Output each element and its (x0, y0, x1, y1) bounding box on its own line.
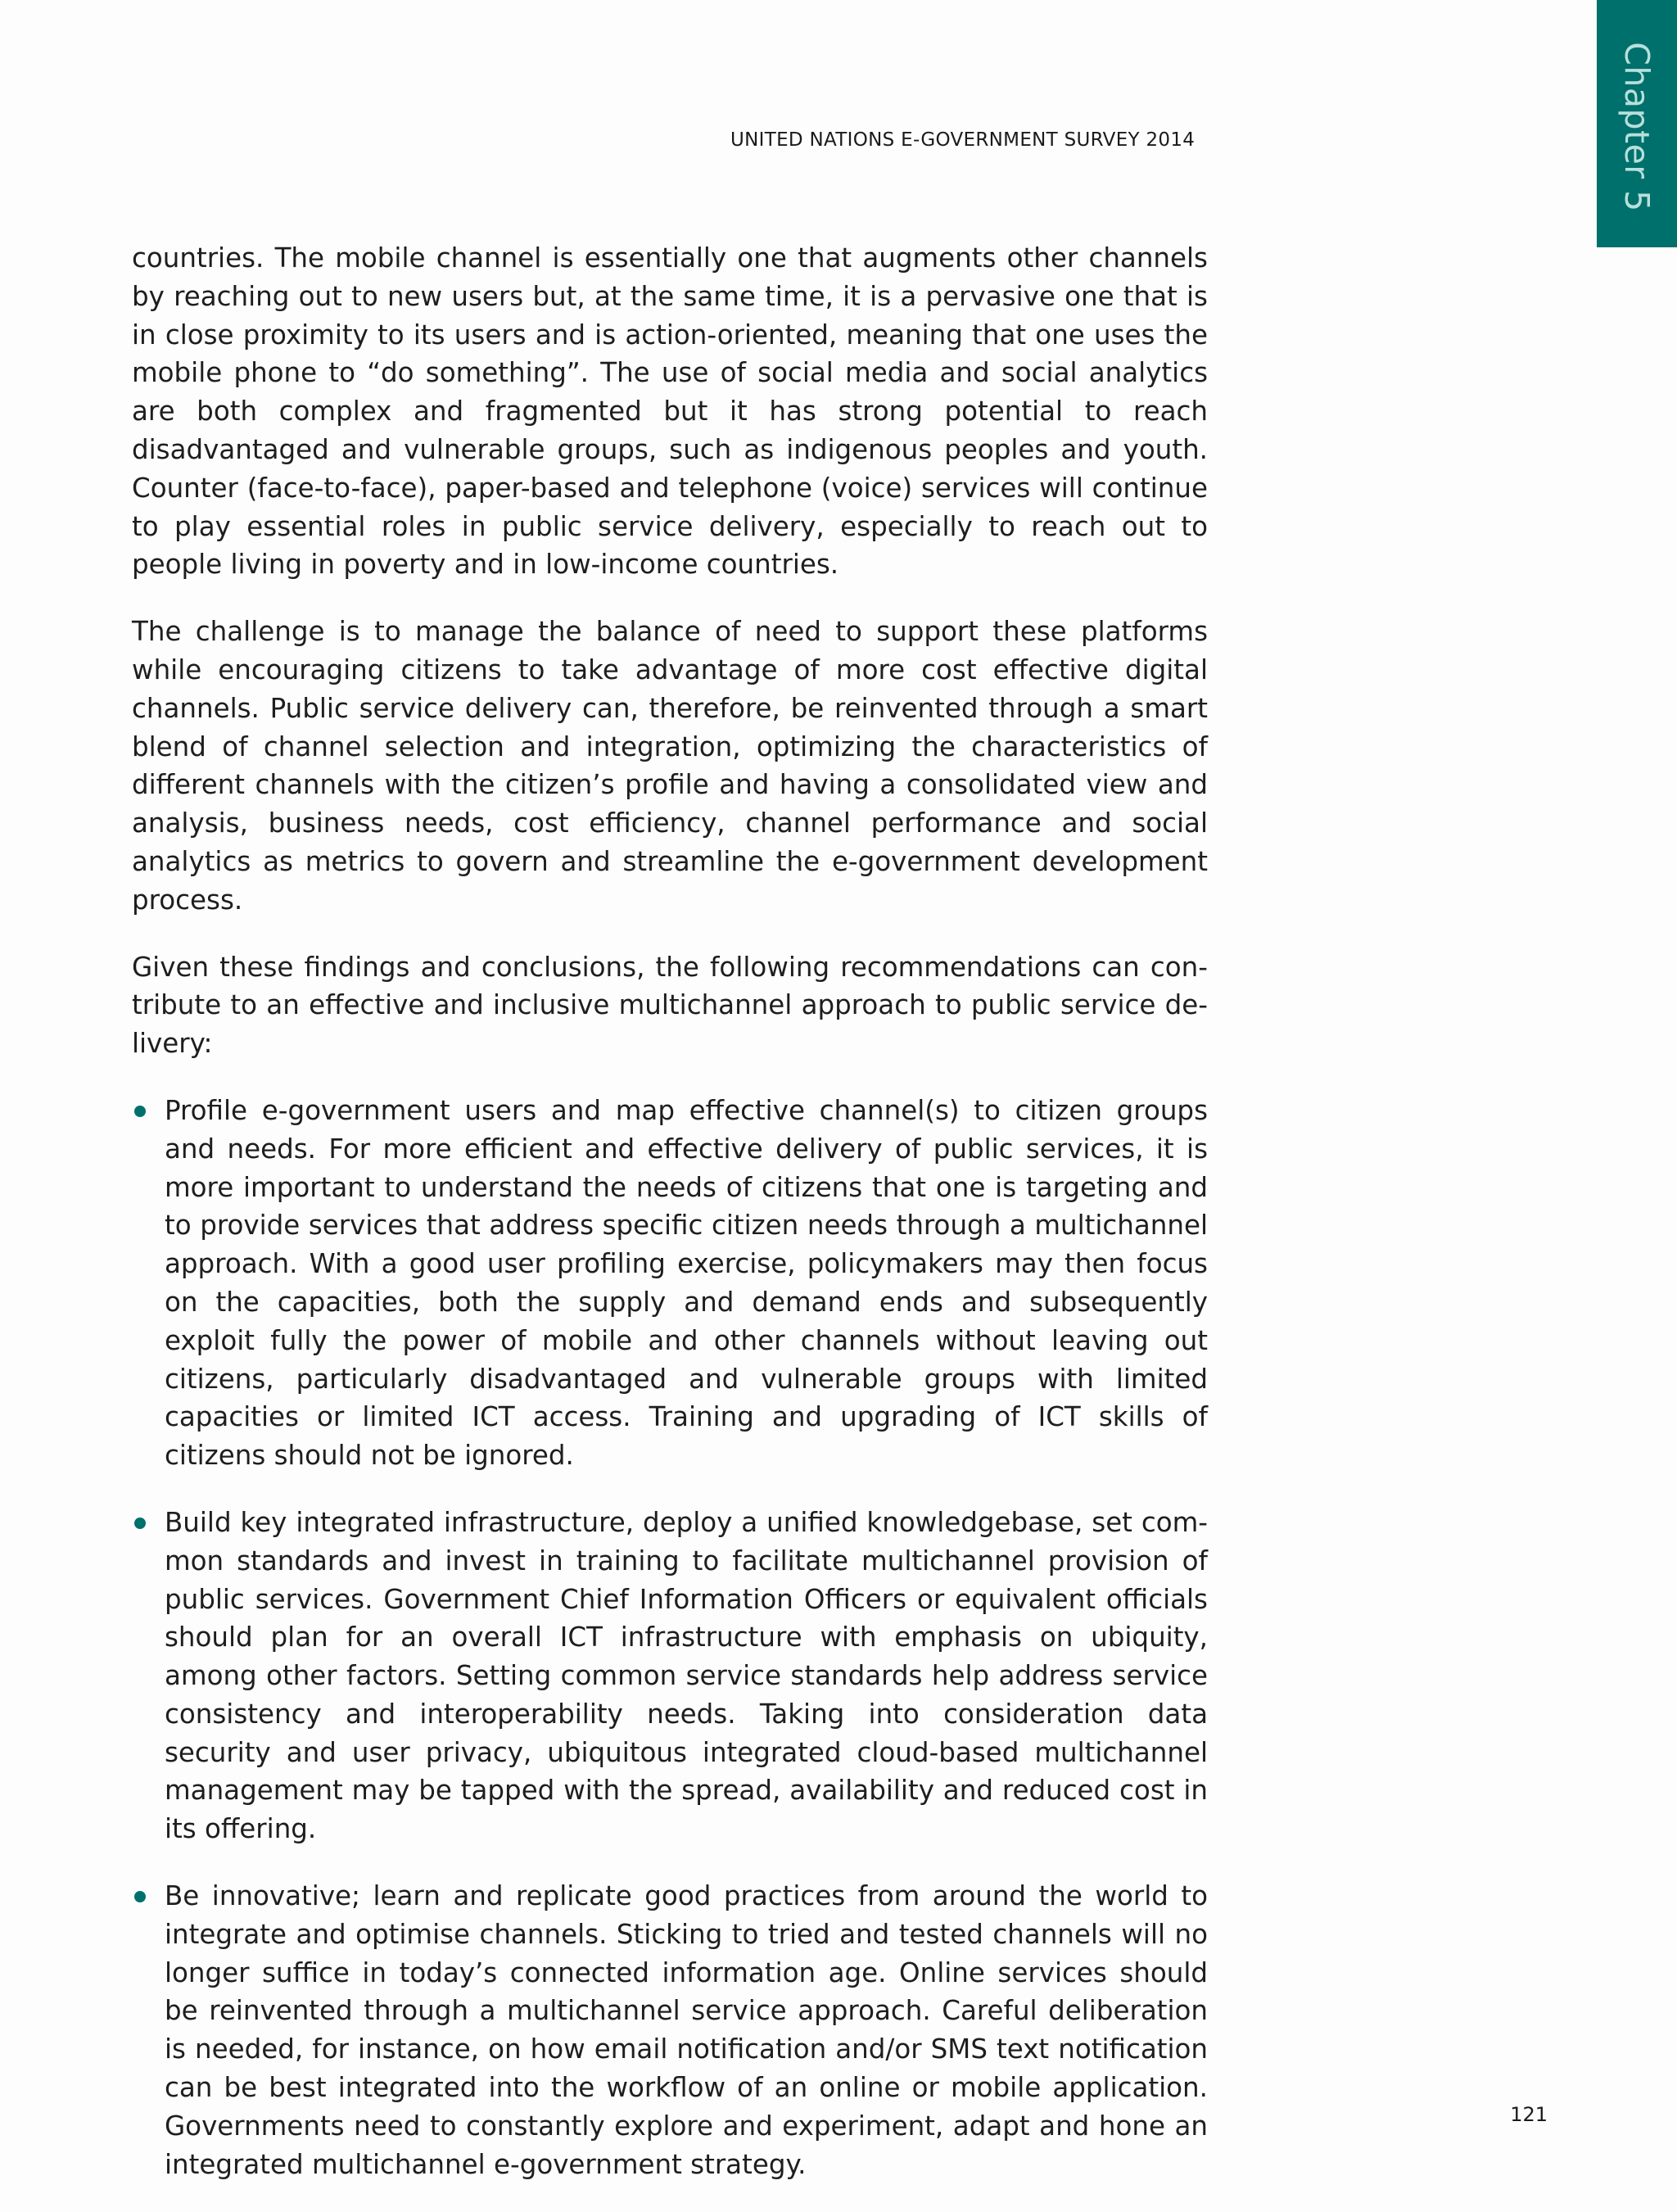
list-item-text: Build key integrated infrastructure, deploy a unified knowledgebase, set common standards and invest in training to facilitate multichannel provision of public services. Government Chief Information Officers or equivalent officials should plan for an overall ICT infrastructure with emphasis on ubiquity, among other factors. Setting common service standards help address service consistency and interoperability needs. Taking into consideration data security and user privacy, ubiquitous integrated cloud-based multichannel management may be tapped with the spread, availability and reduced cost in its offering. (165, 1506, 1208, 1845)
paragraph: Given these findings and conclusions, the following recommendations can contribute to an effective and inclusive multichannel approach to public service delivery: (132, 951, 1208, 1060)
recommendations-list (132, 1092, 1208, 2184)
list-item-text: Be innovative; learn and replicate good practices from around the world to integrate and optimise channels. Sticking to tried and tested channels will no longer suffice in today’s connected information age. Online services should be reinvented through a multichannel service approach. Careful deliberation is needed, for instance, on how email notification and/or SMS text notification can be best integrated into the workflow of an online or mobile application. Governments need to constantly explore and experiment, adapt and hone an integrated multichannel e-government strategy. (165, 1880, 1208, 2180)
bullet-icon (134, 1891, 146, 1902)
running-header: UNITED NATIONS E-GOVERNMENT SURVEY 2014 (730, 129, 1196, 151)
bullet-icon (134, 1106, 146, 1117)
list-item (132, 1877, 1208, 2183)
paragraph: The challenge is to manage the balance of need to support these platforms while encouraging citizens to take advantage of more cost effective digital channels. Public service delivery can, therefore, be reinvented through a smart blend of channel selection and integration, optimizing the characteristics of different channels with the citizen’s profile and having a consolidated view and analysis, business needs, cost efficiency, channel performance and social analytics as metrics to govern and streamline the e-government development process. (132, 616, 1208, 916)
chapter-label: Chapter 5 (1617, 42, 1657, 212)
bullet-icon (134, 1518, 146, 1529)
list-item (132, 1092, 1208, 1475)
chapter-tab (1597, 0, 1677, 247)
page-number: 121 (1510, 2103, 1548, 2126)
list-item-text: Profile e-government users and map effective channel(s) to citizen groups and needs. For more efficient and effective delivery of public services, it is more important to understand the needs of citizens that one is targeting and to provide services that address specific citizen needs through a multichannel approach. With a good user profiling exercise, policymakers may then focus on the capacities, both the supply and demand ends and subsequently exploit fully the power of mobile and other channels without leaving out citizens, particularly disadvantaged and vulnerable groups with limited capacities or limited ICT access. Training and upgrading of ICT skills of citizens should not be ignored. (165, 1094, 1208, 1472)
main-content (132, 239, 1208, 2212)
paragraph: countries. The mobile channel is essentially one that augments other channels by reaching out to new users but, at the same time, it is a pervasive one that is in close proximity to its users and is action-oriented, meaning that one uses the mobile phone to “do something”. The use of social media and social analytics are both complex and fragmented but it has strong potential to reach disadvantaged and vulnerable groups, such as indigenous peoples and youth. Counter (face-to-face), paper-based and telephone (voice) services will continue to play essential roles in public service delivery, especially to reach out to people living in poverty and in low-income countries. (132, 242, 1208, 581)
list-item (132, 1504, 1208, 1848)
